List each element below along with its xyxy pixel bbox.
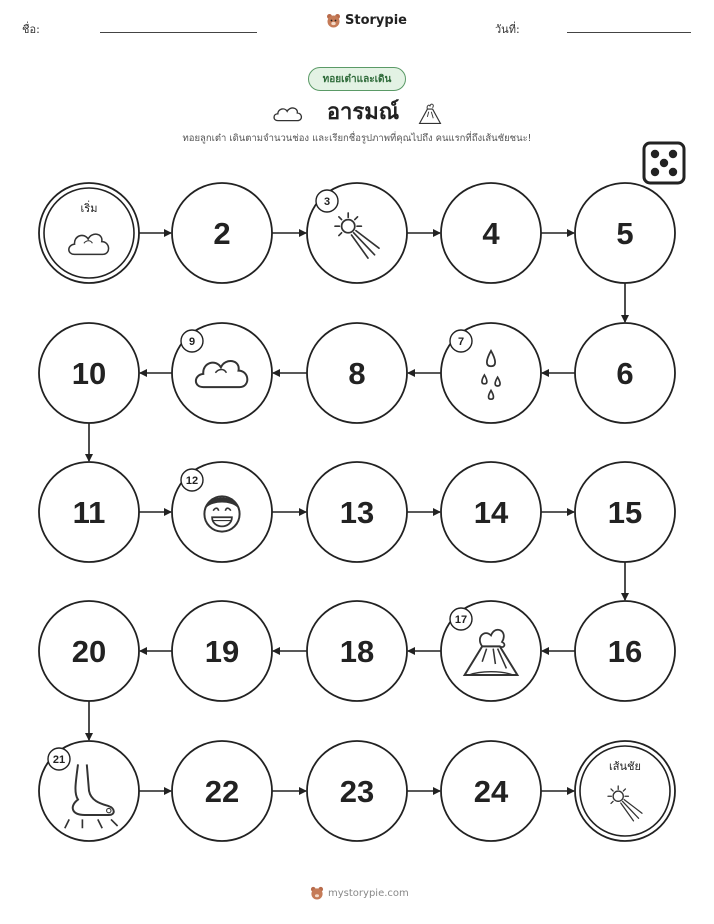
board-cell-22 bbox=[172, 741, 272, 841]
board-cell-19 bbox=[172, 601, 272, 701]
cell-number: 24 bbox=[473, 774, 509, 809]
cell-number: 5 bbox=[616, 216, 634, 251]
cell-number: 3 bbox=[323, 196, 331, 208]
cell-number: 8 bbox=[348, 356, 366, 391]
brand-name: Storypie bbox=[345, 13, 407, 28]
cell-number: 13 bbox=[339, 495, 375, 530]
date-label: วันที่: bbox=[495, 23, 520, 36]
board-cell-14 bbox=[441, 462, 541, 562]
cell-number: 23 bbox=[339, 774, 375, 809]
board-cell-3 bbox=[307, 183, 407, 283]
dice-pip bbox=[660, 159, 668, 167]
cell-number: 18 bbox=[339, 634, 375, 669]
board-cell-7 bbox=[441, 323, 541, 423]
cell-number: 4 bbox=[482, 216, 500, 251]
cell-number: 6 bbox=[616, 356, 634, 391]
cell-number: 9 bbox=[188, 336, 196, 348]
cell-number: 7 bbox=[457, 336, 465, 348]
instructions: ทอยลูกเต๋า เดินตามจำนวนช่อง และเรียกชื่อรูปภาพที่คุณไปถึง คนแรกที่ถึงเส้นชัยชนะ! bbox=[182, 133, 532, 144]
board-cell-23 bbox=[307, 741, 407, 841]
cell-number: 12 bbox=[185, 475, 199, 487]
dice-pip bbox=[651, 150, 659, 158]
cell-number: 14 bbox=[473, 495, 509, 530]
cell-number: 20 bbox=[71, 634, 107, 669]
cell-number: 16 bbox=[607, 634, 643, 669]
cell-number: 2 bbox=[213, 216, 231, 251]
cell-circle bbox=[39, 183, 139, 283]
board-cell-12 bbox=[172, 462, 272, 562]
cell-caption: เส้นชัย bbox=[609, 760, 641, 773]
board-cell-17 bbox=[441, 601, 541, 701]
board-cell-2 bbox=[172, 183, 272, 283]
cell-number: 19 bbox=[204, 634, 240, 669]
dice-icon bbox=[644, 143, 684, 183]
cell-number: 17 bbox=[454, 614, 468, 626]
bear-icon bbox=[310, 886, 324, 900]
board-cell-9 bbox=[172, 323, 272, 423]
board-cell-20 bbox=[39, 601, 139, 701]
cell-number-tag bbox=[181, 330, 203, 352]
cell-number-tag bbox=[48, 748, 70, 770]
cell-number-tag bbox=[450, 330, 472, 352]
board-cell-6 bbox=[575, 323, 675, 423]
board-cell-16 bbox=[575, 601, 675, 701]
cell-number: 10 bbox=[71, 356, 107, 391]
dice-pip bbox=[651, 168, 659, 176]
cell-number: 21 bbox=[52, 754, 66, 766]
board-cell-11 bbox=[39, 462, 139, 562]
board-cell-18 bbox=[307, 601, 407, 701]
board-cell-15 bbox=[575, 462, 675, 562]
cell-number-tag bbox=[181, 469, 203, 491]
cell-circle bbox=[575, 741, 675, 841]
cell-number: 15 bbox=[607, 495, 643, 530]
cell-caption: เริ่ม bbox=[80, 202, 98, 215]
board-cell-4 bbox=[441, 183, 541, 283]
board-cell-8 bbox=[307, 323, 407, 423]
cell-number-tag bbox=[316, 190, 338, 212]
footer bbox=[310, 886, 409, 900]
board-cell-13 bbox=[307, 462, 407, 562]
board-cell-21 bbox=[39, 741, 139, 841]
title-text: อารมณ์ bbox=[326, 100, 400, 125]
game-type-badge: ทอยเต๋าและเดิน bbox=[308, 67, 406, 91]
start-cell bbox=[39, 183, 139, 283]
cell-number-tag bbox=[450, 608, 472, 630]
finish-cell bbox=[575, 741, 675, 841]
dice-pip bbox=[669, 150, 677, 158]
dice-pip bbox=[669, 168, 677, 176]
board-cell-5 bbox=[575, 183, 675, 283]
board-cell-10 bbox=[39, 323, 139, 423]
board-cell-24 bbox=[441, 741, 541, 841]
name-label: ชื่อ: bbox=[22, 23, 40, 36]
cell-number: 22 bbox=[204, 774, 240, 809]
footer-url: mystorypie.com bbox=[328, 887, 409, 899]
cell-number: 11 bbox=[72, 495, 106, 530]
board-cells bbox=[39, 183, 675, 841]
